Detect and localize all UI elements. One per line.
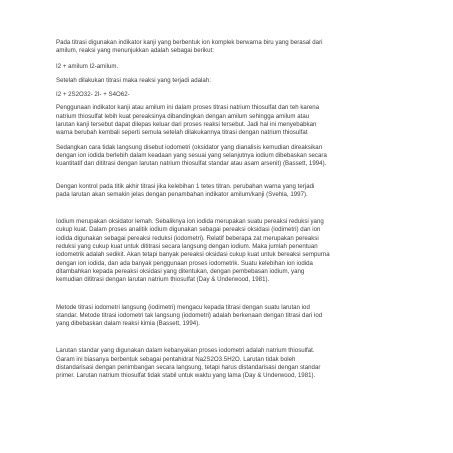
text-line: natrium thiosulfat lebih kuat pereaksinya dibandingkan dengan amilum sehingga amilum atau [56, 112, 310, 120]
paragraph-reaction-amilum [56, 63, 408, 71]
text-line: yang dibebaskan dalam reaksi kimia (Bassett, 1994). [56, 320, 200, 328]
text-line: iodometrik adalah sedikit. Akan tetapi banyak pereaksi oksidasi cukup kuat untuk bereaksi sempurna [56, 251, 330, 259]
paragraph-reaction-thiosulfat [56, 91, 408, 99]
text-line: I2 + amilum I2-amilum. [56, 62, 119, 70]
text-line: Penggunaan indikator kanji atau amilum ini dalam proses titrasi natrium thiosulfat dan teh karena [56, 104, 320, 112]
paragraph-larutan-standar [56, 347, 408, 380]
document-body [56, 39, 408, 381]
text-line: warna berubah kembali seperti semula setelah dilakukannya titrasi dengan natrium thiosulfat [56, 129, 308, 137]
text-line: dengan ion iodida berlebih dalam keadaan yang sesuai yang selanjutnya iodium dibebaskan secara [56, 151, 327, 159]
paragraph-kontrol-titik-akhir [56, 183, 408, 200]
text-line: dengan ion iodida, dan ada banyak penggunaan proses iodometrik. Suatu kelebihan ion iodida [56, 259, 313, 267]
paragraph-penggunaan-indikator [56, 104, 408, 137]
text-line: Metode titrasi iodometri langsung (iodimetri) mengacu kepada titrasi dengan suatu larutan iod [56, 303, 310, 311]
paragraph-setelah-titrasi [56, 77, 408, 85]
text-line: Iodium merupakan oksidator lemah. Sebaliknya ion iodida merupakan suatu pereaksi reduksi yang [56, 218, 324, 226]
text-line: primer. Larutan natrium thiosulfat tidak stabil untuk waktu yang lama (Day & Underwood, 1981). [56, 372, 316, 380]
text-line: Sedangkan cara tidak langsung disebut iodometri (oksidator yang dianalisis kemudian direaksikan [56, 143, 323, 151]
paragraph-iodium-oksidator [56, 218, 408, 284]
text-line: Larutan standar yang digunakan dalam kebanyakan proses iodometri adalah natrium thiosulfat. [56, 347, 315, 355]
paragraph-iodometri-tidak-langsung [56, 144, 408, 169]
text-line: pada larutan akan semakin jelas dengan penambahan indikator amilum/kanji (Svehla, 1997). [56, 190, 308, 198]
text-line: kuantitatif dan dititrasi dengan larutan natrium thiosulfat standar atau asam arsenit) (Bassett, 1994). [56, 160, 327, 168]
text-line: Pada titrasi digunakan indikator kanji yang berbentuk ion komplek berwarna biru yang berasal dari [56, 39, 323, 46]
text-line: Garam ini biasanya berbentuk sebagai pentahidrat Na2S2O3.5H2O. Larutan tidak boleh [56, 355, 296, 363]
text-line: amilum, reaksi yang menunjukkan adalah sebagai berikut: [56, 47, 214, 55]
text-line: I2 + 2S2O32- 2I- + S4O62- [56, 91, 130, 99]
paragraph-metode-titrasi [56, 304, 408, 329]
text-line: kemudian dititrasi dengan larutan natrium thiosulfat (Day & Underwood, 1981). [56, 276, 270, 284]
text-line: iodida digunakan sebagai pereaksi reduksi (iodometri). Relatif beberapa zat merupakan pereaksi [56, 234, 319, 242]
text-line: reduksi yang cukup kuat untuk dititrasi secara langsung dengan iodium. Maka jumlah penentuan [56, 243, 318, 251]
text-line: Dengan kontrol pada titik akhir titrasi jika kelebihan 1 tetes titran. perubahan warna yang terjadi [56, 182, 315, 190]
text-line: larutan kanji tersebut dapat dilepas keluar dari proses reaksi tersebut. Jadi hal ini menyebabkan [56, 121, 317, 129]
text-line: standar. Metode titrasi iodometri tak langsung (iodometri) adalah berkenaan dengan titrasi dari iod [56, 311, 323, 319]
paragraph-indikator-kanji [56, 39, 408, 56]
text-line: distandarisasi dengan penimbangan secara langsung, tetapi harus distandarisasi dengan standar [56, 364, 321, 372]
text-line: Setelah dilakukan titrasi maka reaksi yang terjadi adalah: [56, 76, 211, 84]
text-line: cukup kuat. Dalam proses analitik iodium digunakan sebagai pereaksi oksidasi (iodimetri) dan ion [56, 226, 321, 234]
text-line: ditambahkan kepada pereaksi oksidasi yang ditentukan, dengan pembebasan iodium, yang [56, 267, 305, 275]
